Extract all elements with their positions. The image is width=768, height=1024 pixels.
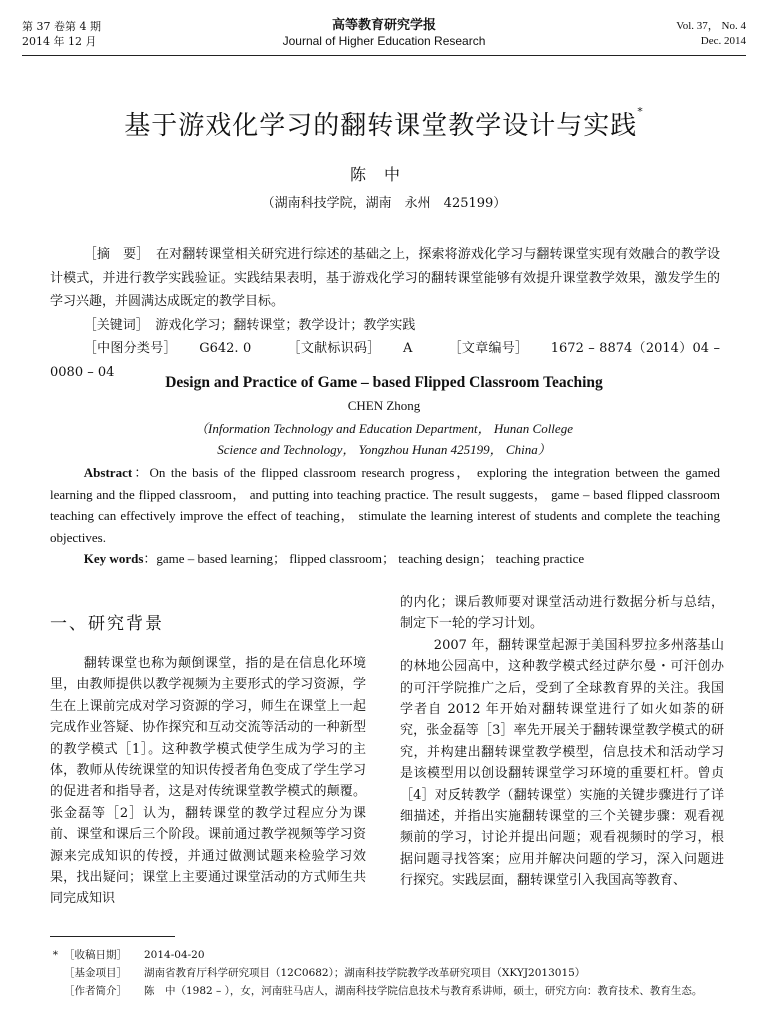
abstract-cn-paragraph xyxy=(50,243,720,314)
affiliation-en xyxy=(0,418,768,460)
footnote-fund xyxy=(30,964,760,982)
affiliation-cn: （湖南科技学院，湖南 永州 425199） xyxy=(261,196,507,211)
abstract-cn-label: ［摘 要］ xyxy=(83,247,143,262)
footnote-mark xyxy=(30,982,64,1000)
doc-code-label: ［文献标识码］ xyxy=(287,341,381,356)
footnote-text: 陈 中（1982 – ），女，河南驻马店人，湖南科技学院信息技术与教育系讲师，硕士，研究方向：教育技术、教育生态。 xyxy=(144,985,703,997)
abstract-en xyxy=(50,462,720,570)
keywords-en xyxy=(50,548,720,570)
footnote-mark xyxy=(30,964,64,982)
footnote-author-bio xyxy=(30,982,760,1000)
article-number-value: 1672 – 8874（2014）04 – 0080 – 04 xyxy=(50,341,720,380)
date-cn: 2014 年 12 月 xyxy=(22,35,97,48)
keywords-en-text: ：game – based learning； flipped classroom； teaching design； teaching practice xyxy=(143,551,585,566)
paper-title-en: Design and Practice of Game – based Flipped Classroom Teaching xyxy=(165,374,603,391)
right-paragraph-2: 2007 年，翻转课堂起源于美国科罗拉多州落基山的林地公园高中，这种教学模式经过萨尔曼・可汗创办的可汗学院推广之后，受到了全球教育界的关注。我国学者自 2012 年开始对翻转课堂进行了如火如荼的研究，张金磊等［3］率先开展关于翻转课堂教学模式的研究，并构建出翻转课堂教学模型，信息技术和活动学习是该模型用以创设翻转课堂学习环境的重要杠杆。曾贞［4］对反转教学（翻转课堂）实施的关键步骤进行了详细描述，并指出实施翻转课堂的三个关键步骤：观看视频前的学习，讨论并提出问题；观看视频时的学习，根据问题寻找答案；应用并解决问题的学习，深入问题进行探究。实践层面，翻转课堂引入我国高等教育、 xyxy=(400,637,724,889)
journal-name-cn: 高等教育研究学报 xyxy=(331,18,436,33)
author-cn: 陈中 xyxy=(349,165,418,184)
journal-name-en: Journal of Higher Education Research xyxy=(282,34,486,48)
volume-issue-en: Vol. 37， No. 4 xyxy=(676,20,746,32)
author-en: CHEN Zhong xyxy=(347,398,421,413)
title-footnote-mark: * xyxy=(637,105,644,118)
body-right-column xyxy=(400,592,724,892)
footnote-label: ［作者简介］ xyxy=(64,985,127,997)
volume-issue-cn: 第 37 卷第 4 期 xyxy=(22,20,101,33)
clc-value: G642. 0 xyxy=(199,341,252,356)
footnote-mark: * xyxy=(52,949,58,961)
footnote-label: ［基金项目］ xyxy=(64,967,127,979)
header-rule xyxy=(22,55,746,56)
paper-title-cn xyxy=(0,105,768,142)
abstract-en-label: Abstract xyxy=(83,465,133,480)
keywords-en-label: Key words xyxy=(83,551,144,566)
clc-label: ［中图分类号］ xyxy=(83,341,177,356)
footnote-label: ［收稿日期］ xyxy=(64,949,127,961)
running-header-right xyxy=(676,19,746,49)
affiliation-en-line1: （Information Technology and Education Department， Hunan College xyxy=(195,421,573,436)
right-paragraph-1: 的内化；课后教师要对课堂活动进行数据分析与总结，制定下一轮的学习计划。 xyxy=(400,595,724,632)
date-en: Dec. 2014 xyxy=(700,35,746,47)
doc-code-value: A xyxy=(402,341,413,356)
footnotes xyxy=(30,946,760,1000)
footnote-text: 2014-04-20 xyxy=(144,949,205,961)
abstract-en-text: ：On the basis of the flipped classroom research progress， exploring the integration between the gamed learning and the flipped classroom， and putting into teaching practice. The result suggests， game – based flipped classroom teaching can effectively improve the effect of teaching， stimulate the learning interest of students and complete the teaching objectives. xyxy=(50,465,720,545)
footnote-received xyxy=(30,946,760,964)
keywords-cn-label: ［关键词］ xyxy=(83,317,143,333)
abstract-cn-text: 在对翻转课堂相关研究进行综述的基础之上，探索将游戏化学习与翻转课堂实现有效融合的教学设计模式，并进行教学实践验证。实践结果表明，基于游戏化学习的翻转课堂能够有效提升课堂教学效果，激发学生的学习兴趣，并圆满达成既定的教学目标。 xyxy=(50,247,720,309)
article-number-label: ［文章编号］ xyxy=(448,341,529,356)
abstract-en-paragraph xyxy=(50,462,720,548)
keywords-cn-text: 游戏化学习；翻转课堂；教学设计；教学实践 xyxy=(155,317,416,333)
journal-name xyxy=(0,17,768,49)
title-text: 基于游戏化学习的翻转课堂教学设计与实践 xyxy=(124,111,638,141)
abstract-cn xyxy=(50,243,720,384)
footnote-text: 湖南省教育厅科学研究项目（12C0682）；湖南科技学院教学改革研究项目（XKYJ2013015） xyxy=(144,967,586,979)
left-paragraph: 翻转课堂也称为颠倒课堂，指的是在信息化环境里，由教师提供以教学视频为主要形式的学习资源，学生在上课前完成对学习资源的学习，师生在课堂上一起完成作业答疑、协作探究和互动交流等活动的一种新型的教学模式［1］。这种教学模式使学生成为学习的主体，教师从传统课堂的知识传授者角色变成了学生学习的促进者和指导者，这是对传统课堂教学模式的颠覆。张金磊等［2］认为，翻转课堂的教学过程应分为课前、课堂和课后三个阶段。课前通过教学视频等学习资源来完成知识的传授，并通过做测试题来检验学习效果，找出疑问；课堂上主要通过课堂活动的方式师生共同完成知识 xyxy=(50,656,366,907)
section-heading: 一、研究背景 xyxy=(50,614,164,634)
affiliation-en-line2: Science and Technology， Yongzhou Hunan 425199， China） xyxy=(217,442,551,457)
body-left-column xyxy=(50,653,366,910)
footnote-rule xyxy=(50,936,175,937)
keywords-cn xyxy=(50,314,720,338)
